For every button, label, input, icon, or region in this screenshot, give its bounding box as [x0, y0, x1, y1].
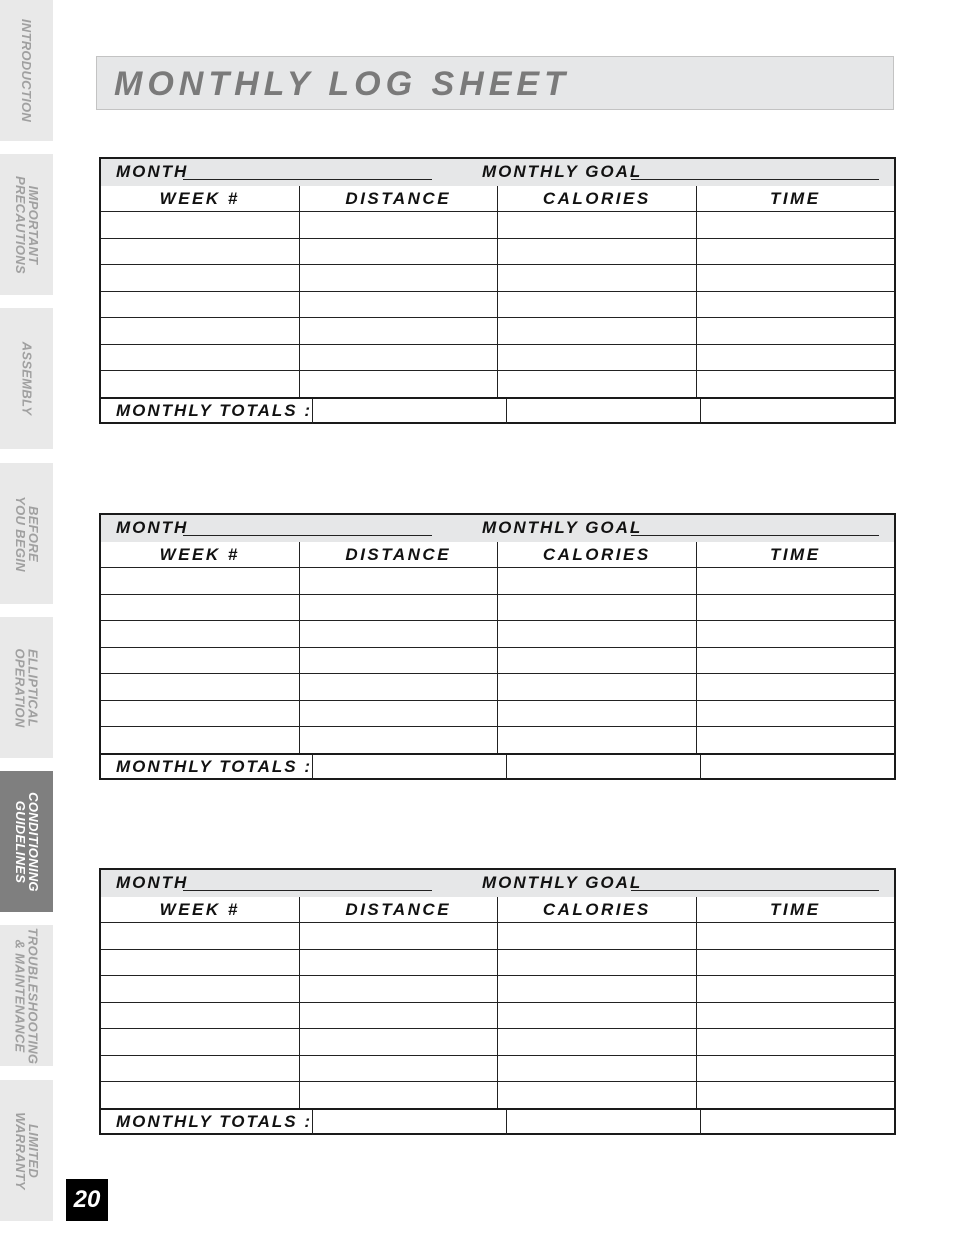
side-tab-important-precautions[interactable]	[0, 154, 53, 295]
side-tab-elliptical-operation[interactable]	[0, 617, 53, 758]
totals-row	[101, 753, 894, 780]
table-cell[interactable]	[299, 318, 498, 344]
column-header: WEEK #	[159, 544, 240, 564]
column-header: DISTANCE	[299, 542, 498, 567]
side-tab-label: ASSEMBLY	[19, 341, 35, 416]
totals-time-cell[interactable]	[700, 1110, 894, 1135]
monthly-goal-label: MONTHLY GOAL	[482, 873, 643, 892]
log-grid	[101, 922, 894, 1133]
table-cell[interactable]	[696, 1003, 895, 1029]
table-cell[interactable]	[299, 239, 498, 265]
table-cell[interactable]	[497, 648, 696, 674]
log-grid	[101, 211, 894, 422]
table-row	[101, 700, 894, 727]
side-tab-label: ELLIPTICAL OPERATION	[12, 647, 41, 728]
table-cell[interactable]	[299, 727, 498, 753]
totals-row	[101, 1108, 894, 1135]
month-label: MONTH	[116, 518, 189, 537]
side-tab-conditioning-guidelines[interactable]	[0, 771, 53, 912]
table-cell[interactable]	[101, 568, 299, 594]
table-cell[interactable]	[696, 345, 895, 371]
table-cell[interactable]	[497, 976, 696, 1002]
log-table	[99, 513, 896, 780]
table-cell[interactable]	[299, 292, 498, 318]
table-cell[interactable]	[497, 1056, 696, 1082]
table-cell[interactable]	[497, 595, 696, 621]
month-label: MONTH	[116, 162, 189, 181]
table-cell[interactable]	[696, 371, 895, 397]
table-row	[101, 1028, 894, 1055]
totals-distance-cell[interactable]	[312, 399, 506, 424]
month-goal-band	[101, 515, 894, 542]
table-cell[interactable]	[299, 621, 498, 647]
table-cell[interactable]	[299, 1056, 498, 1082]
table-cell[interactable]	[696, 1029, 895, 1055]
totals-time-cell[interactable]	[700, 755, 894, 780]
totals-distance-cell[interactable]	[312, 755, 506, 780]
monthly-goal-entry-line[interactable]	[631, 890, 879, 891]
month-label: MONTH	[116, 873, 189, 892]
column-header-row	[101, 186, 894, 211]
table-cell[interactable]	[696, 648, 895, 674]
monthly-goal-label: MONTHLY GOAL	[482, 162, 643, 181]
totals-distance-cell[interactable]	[312, 1110, 506, 1135]
table-cell[interactable]	[101, 371, 299, 397]
table-cell[interactable]	[101, 239, 299, 265]
column-header: TIME	[696, 897, 895, 922]
table-cell[interactable]	[497, 727, 696, 753]
table-cell[interactable]	[299, 1029, 498, 1055]
table-row	[101, 238, 894, 265]
totals-calories-cell[interactable]	[506, 399, 700, 424]
table-cell[interactable]	[497, 212, 696, 238]
table-row	[101, 975, 894, 1002]
monthly-totals-label: MONTHLY TOTALS :	[116, 757, 313, 776]
table-row	[101, 726, 894, 753]
totals-row	[101, 397, 894, 424]
table-row	[101, 264, 894, 291]
table-row	[101, 1055, 894, 1082]
totals-time-cell[interactable]	[700, 399, 894, 424]
table-row	[101, 620, 894, 647]
side-tab-limited-warranty[interactable]	[0, 1080, 53, 1221]
table-cell[interactable]	[299, 345, 498, 371]
table-cell[interactable]	[696, 239, 895, 265]
side-tab-introduction[interactable]	[0, 0, 53, 141]
page-number: 20	[66, 1179, 108, 1221]
column-header: CALORIES	[497, 542, 696, 567]
table-cell[interactable]	[696, 701, 895, 727]
column-header: WEEK #	[159, 899, 240, 919]
monthly-goal-label: MONTHLY GOAL	[482, 518, 643, 537]
table-cell[interactable]	[299, 265, 498, 291]
table-cell[interactable]	[101, 345, 299, 371]
table-cell[interactable]	[696, 1056, 895, 1082]
title-bar	[96, 56, 894, 110]
table-cell[interactable]	[497, 674, 696, 700]
table-cell[interactable]	[101, 595, 299, 621]
table-row	[101, 344, 894, 371]
monthly-goal-entry-line[interactable]	[631, 179, 879, 180]
monthly-totals-label: MONTHLY TOTALS :	[116, 401, 313, 420]
log-table	[99, 157, 896, 424]
column-header: TIME	[696, 186, 895, 211]
table-row	[101, 1081, 894, 1108]
table-cell[interactable]	[696, 1082, 895, 1108]
table-row	[101, 567, 894, 594]
table-row	[101, 291, 894, 318]
table-cell[interactable]	[101, 265, 299, 291]
table-cell[interactable]	[497, 1029, 696, 1055]
table-cell[interactable]	[696, 318, 895, 344]
table-cell[interactable]	[696, 621, 895, 647]
table-row	[101, 211, 894, 238]
side-tab-label: IMPORTANT PRECAUTIONS	[12, 175, 41, 274]
table-row	[101, 922, 894, 949]
table-cell[interactable]	[299, 923, 498, 949]
table-cell[interactable]	[101, 212, 299, 238]
table-cell[interactable]	[101, 976, 299, 1002]
table-cell[interactable]	[299, 976, 498, 1002]
table-row	[101, 949, 894, 976]
table-cell[interactable]	[299, 1003, 498, 1029]
month-goal-band	[101, 159, 894, 186]
log-table	[99, 868, 896, 1135]
table-cell[interactable]	[696, 727, 895, 753]
table-cell[interactable]	[497, 621, 696, 647]
month-entry-line[interactable]	[183, 179, 432, 180]
table-cell[interactable]	[101, 727, 299, 753]
side-tab-troubleshooting-maintenance[interactable]	[0, 925, 53, 1066]
table-cell[interactable]	[299, 371, 498, 397]
table-cell[interactable]	[497, 701, 696, 727]
table-cell[interactable]	[299, 212, 498, 238]
table-cell[interactable]	[497, 950, 696, 976]
log-grid	[101, 567, 894, 778]
table-cell[interactable]	[101, 292, 299, 318]
table-row	[101, 673, 894, 700]
month-goal-band	[101, 870, 894, 897]
table-cell[interactable]	[497, 923, 696, 949]
totals-calories-cell[interactable]	[506, 1110, 700, 1135]
table-cell[interactable]	[299, 648, 498, 674]
table-cell[interactable]	[696, 212, 895, 238]
table-cell[interactable]	[497, 265, 696, 291]
table-cell[interactable]	[101, 1082, 299, 1108]
table-cell[interactable]	[101, 950, 299, 976]
totals-calories-cell[interactable]	[506, 755, 700, 780]
column-header: DISTANCE	[299, 186, 498, 211]
side-tab-before-you-begin[interactable]	[0, 463, 53, 604]
table-cell[interactable]	[497, 292, 696, 318]
table-cell[interactable]	[101, 318, 299, 344]
table-cell[interactable]	[696, 923, 895, 949]
table-cell[interactable]	[696, 595, 895, 621]
table-cell[interactable]	[101, 701, 299, 727]
column-header: WEEK #	[159, 188, 240, 208]
table-cell[interactable]	[101, 1029, 299, 1055]
side-tab-label: INTRODUCTION	[19, 18, 35, 123]
table-cell[interactable]	[497, 239, 696, 265]
column-header: DISTANCE	[299, 897, 498, 922]
table-row	[101, 1002, 894, 1029]
table-cell[interactable]	[299, 1082, 498, 1108]
table-cell[interactable]	[696, 568, 895, 594]
table-cell[interactable]	[101, 1056, 299, 1082]
column-header: CALORIES	[497, 186, 696, 211]
side-tab-assembly[interactable]	[0, 308, 53, 449]
column-header: CALORIES	[497, 897, 696, 922]
table-row	[101, 647, 894, 674]
table-cell[interactable]	[299, 595, 498, 621]
table-cell[interactable]	[696, 976, 895, 1002]
monthly-totals-label: MONTHLY TOTALS :	[116, 1112, 313, 1131]
side-tab-label: LIMITED WARRANTY	[12, 1111, 41, 1190]
table-cell[interactable]	[101, 674, 299, 700]
monthly-goal-entry-line[interactable]	[631, 535, 879, 536]
table-row	[101, 594, 894, 621]
table-cell[interactable]	[497, 345, 696, 371]
side-tab-label: BEFORE YOU BEGIN	[12, 495, 41, 572]
table-cell[interactable]	[299, 950, 498, 976]
table-cell[interactable]	[696, 265, 895, 291]
table-cell[interactable]	[696, 292, 895, 318]
column-header: TIME	[696, 542, 895, 567]
side-tab-label: TROUBLESHOOTING & MAINTENANCE	[12, 927, 41, 1064]
table-cell[interactable]	[299, 568, 498, 594]
month-entry-line[interactable]	[183, 535, 432, 536]
table-cell[interactable]	[101, 1003, 299, 1029]
table-cell[interactable]	[497, 371, 696, 397]
table-cell[interactable]	[497, 1082, 696, 1108]
side-tab-label: CONDITIONING GUIDELINES	[12, 791, 41, 892]
table-cell[interactable]	[497, 568, 696, 594]
table-row	[101, 317, 894, 344]
table-cell[interactable]	[101, 923, 299, 949]
table-cell[interactable]	[696, 950, 895, 976]
column-header-row	[101, 542, 894, 567]
table-cell[interactable]	[497, 318, 696, 344]
page-title: MONTHLY LOG SHEET	[114, 65, 570, 103]
table-row	[101, 370, 894, 397]
table-cell[interactable]	[299, 674, 498, 700]
table-cell[interactable]	[299, 701, 498, 727]
month-entry-line[interactable]	[183, 890, 432, 891]
table-cell[interactable]	[497, 1003, 696, 1029]
table-cell[interactable]	[101, 648, 299, 674]
table-cell[interactable]	[696, 674, 895, 700]
column-header-row	[101, 897, 894, 922]
table-cell[interactable]	[101, 621, 299, 647]
